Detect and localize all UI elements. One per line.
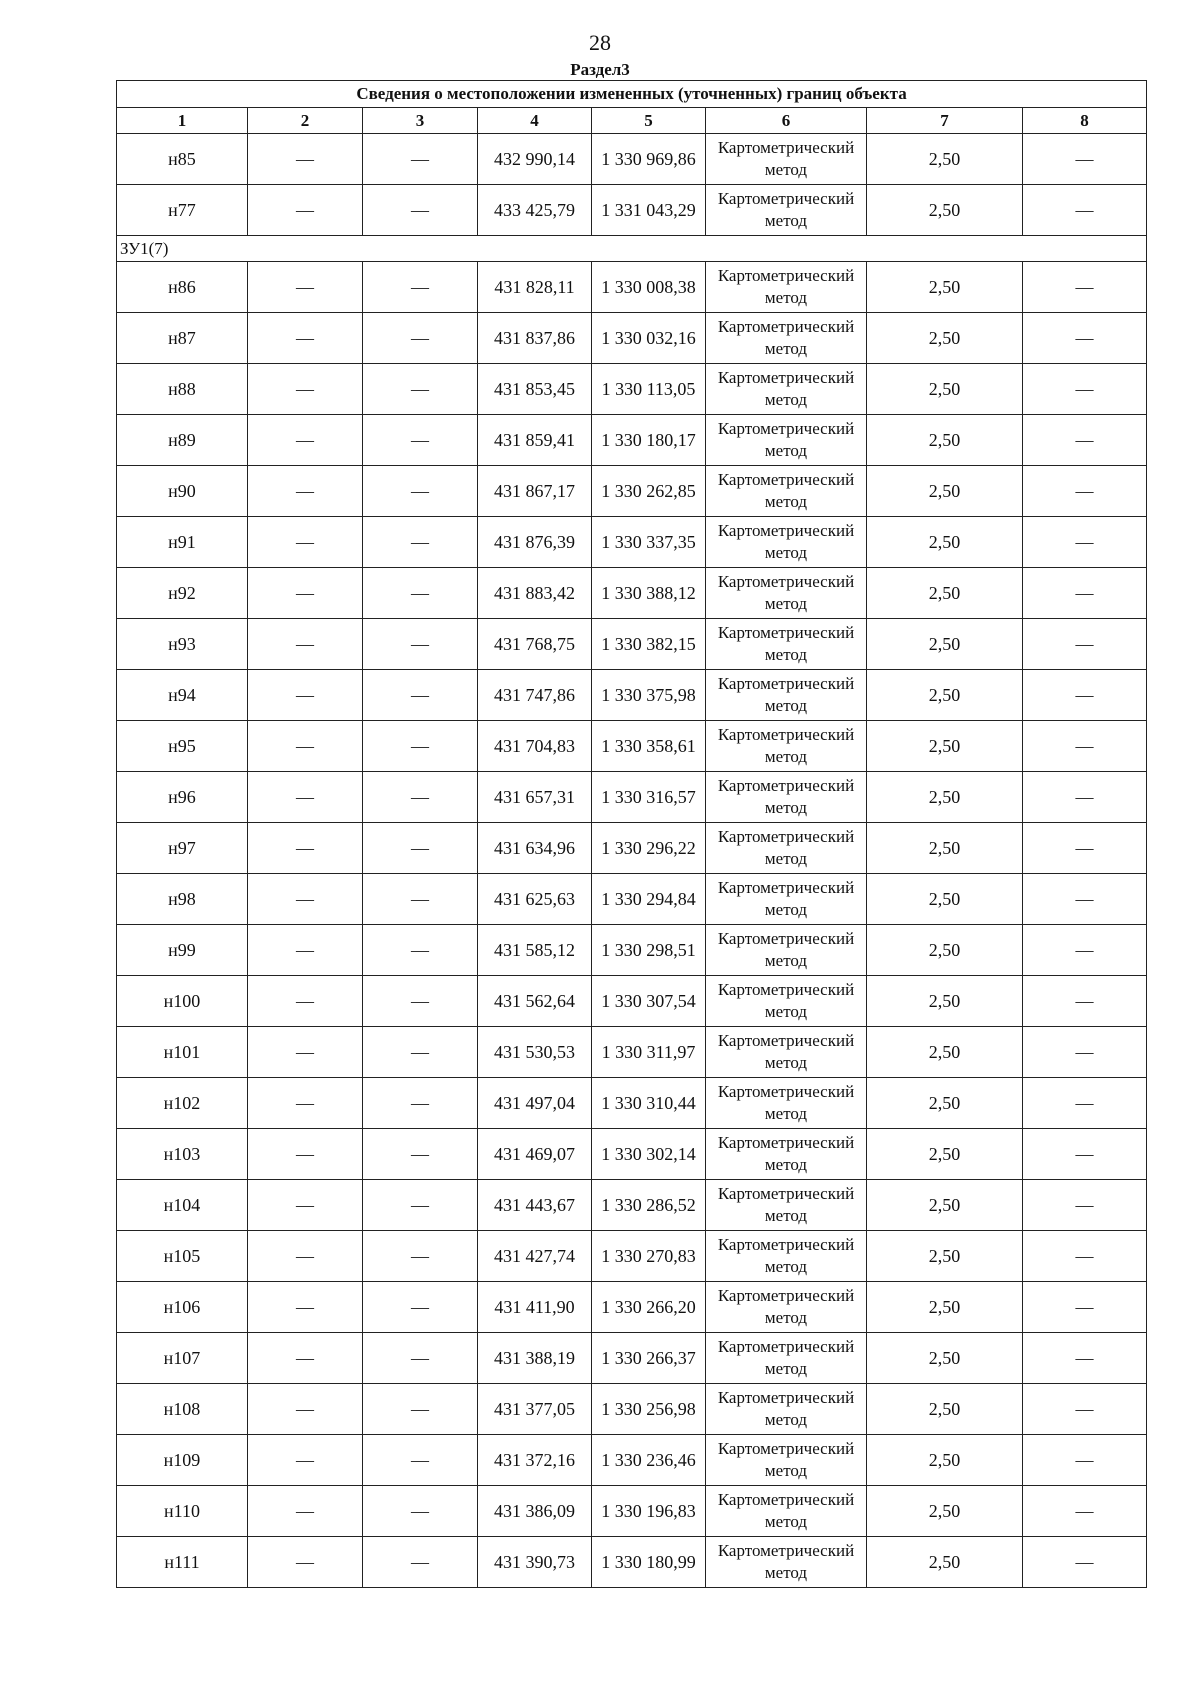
- empty-dash-cell: —: [363, 721, 478, 772]
- table-row: [117, 1027, 1147, 1078]
- x-coordinate-cell: 431 625,63: [478, 874, 592, 925]
- empty-dash-cell: —: [248, 1180, 363, 1231]
- y-coordinate-cell: 1 330 008,38: [592, 262, 706, 313]
- section-title: Раздел3: [570, 60, 630, 79]
- empty-dash-cell: —: [363, 262, 478, 313]
- table-row: [117, 1231, 1147, 1282]
- empty-dash-cell: —: [248, 670, 363, 721]
- method-cell: Картометрический метод: [706, 262, 867, 313]
- empty-dash-cell: —: [363, 1129, 478, 1180]
- table-row: [117, 313, 1147, 364]
- point-name-cell: н98: [117, 874, 248, 925]
- empty-dash-cell: —: [1023, 1078, 1147, 1129]
- empty-dash-cell: —: [363, 517, 478, 568]
- point-name-cell: н94: [117, 670, 248, 721]
- accuracy-cell: 2,50: [867, 466, 1023, 517]
- empty-dash-cell: —: [1023, 823, 1147, 874]
- empty-dash-cell: —: [363, 1435, 478, 1486]
- empty-dash-cell: —: [363, 415, 478, 466]
- y-coordinate-cell: 1 330 196,83: [592, 1486, 706, 1537]
- accuracy-cell: 2,50: [867, 568, 1023, 619]
- table-row: [117, 976, 1147, 1027]
- empty-dash-cell: —: [363, 568, 478, 619]
- x-coordinate-cell: 431 704,83: [478, 721, 592, 772]
- table-row: [117, 134, 1147, 185]
- point-name-cell: н92: [117, 568, 248, 619]
- table-row: [117, 925, 1147, 976]
- empty-dash-cell: —: [248, 1537, 363, 1588]
- point-name-cell: н87: [117, 313, 248, 364]
- y-coordinate-cell: 1 330 337,35: [592, 517, 706, 568]
- empty-dash-cell: —: [363, 1537, 478, 1588]
- column-number: 7: [867, 108, 1023, 134]
- empty-dash-cell: —: [248, 1333, 363, 1384]
- table-row: [117, 1282, 1147, 1333]
- point-name-cell: н106: [117, 1282, 248, 1333]
- empty-dash-cell: —: [363, 134, 478, 185]
- empty-dash-cell: —: [1023, 185, 1147, 236]
- point-name-cell: н109: [117, 1435, 248, 1486]
- x-coordinate-cell: 431 747,86: [478, 670, 592, 721]
- method-cell: Картометрический метод: [706, 1078, 867, 1129]
- x-coordinate-cell: 431 372,16: [478, 1435, 592, 1486]
- empty-dash-cell: —: [1023, 1537, 1147, 1588]
- empty-dash-cell: —: [363, 1384, 478, 1435]
- accuracy-cell: 2,50: [867, 415, 1023, 466]
- method-cell: Картометрический метод: [706, 313, 867, 364]
- point-name-cell: н99: [117, 925, 248, 976]
- point-name-cell: н102: [117, 1078, 248, 1129]
- accuracy-cell: 2,50: [867, 1537, 1023, 1588]
- point-name-cell: н86: [117, 262, 248, 313]
- empty-dash-cell: —: [1023, 670, 1147, 721]
- x-coordinate-cell: 431 562,64: [478, 976, 592, 1027]
- point-name-cell: н91: [117, 517, 248, 568]
- accuracy-cell: 2,50: [867, 313, 1023, 364]
- empty-dash-cell: —: [1023, 619, 1147, 670]
- empty-dash-cell: —: [1023, 466, 1147, 517]
- empty-dash-cell: —: [363, 185, 478, 236]
- accuracy-cell: 2,50: [867, 262, 1023, 313]
- table-row: [117, 1078, 1147, 1129]
- accuracy-cell: 2,50: [867, 1486, 1023, 1537]
- column-number: 3: [363, 108, 478, 134]
- x-coordinate-cell: 431 411,90: [478, 1282, 592, 1333]
- empty-dash-cell: —: [248, 1129, 363, 1180]
- empty-dash-cell: —: [248, 823, 363, 874]
- table-row: [117, 185, 1147, 236]
- y-coordinate-cell: 1 331 043,29: [592, 185, 706, 236]
- accuracy-cell: 2,50: [867, 823, 1023, 874]
- table-row: [117, 874, 1147, 925]
- empty-dash-cell: —: [1023, 568, 1147, 619]
- empty-dash-cell: —: [363, 466, 478, 517]
- y-coordinate-cell: 1 330 262,85: [592, 466, 706, 517]
- empty-dash-cell: —: [1023, 1129, 1147, 1180]
- group-label-row: [117, 236, 1147, 262]
- point-name-cell: н88: [117, 364, 248, 415]
- x-coordinate-cell: 431 876,39: [478, 517, 592, 568]
- method-cell: Картометрический метод: [706, 619, 867, 670]
- x-coordinate-cell: 431 443,67: [478, 1180, 592, 1231]
- empty-dash-cell: —: [1023, 415, 1147, 466]
- accuracy-cell: 2,50: [867, 670, 1023, 721]
- y-coordinate-cell: 1 330 388,12: [592, 568, 706, 619]
- table-row: [117, 262, 1147, 313]
- empty-dash-cell: —: [248, 1078, 363, 1129]
- table-caption-row: [117, 81, 1147, 108]
- method-cell: Картометрический метод: [706, 1333, 867, 1384]
- table-row: [117, 1129, 1147, 1180]
- accuracy-cell: 2,50: [867, 1129, 1023, 1180]
- accuracy-cell: 2,50: [867, 721, 1023, 772]
- accuracy-cell: 2,50: [867, 1435, 1023, 1486]
- method-cell: Картометрический метод: [706, 517, 867, 568]
- x-coordinate-cell: 432 990,14: [478, 134, 592, 185]
- empty-dash-cell: —: [363, 976, 478, 1027]
- accuracy-cell: 2,50: [867, 1180, 1023, 1231]
- empty-dash-cell: —: [1023, 262, 1147, 313]
- method-cell: Картометрический метод: [706, 185, 867, 236]
- table-caption: Сведения о местоположении измененных (уточненных) границ объекта: [117, 81, 1147, 108]
- accuracy-cell: 2,50: [867, 185, 1023, 236]
- empty-dash-cell: —: [363, 313, 478, 364]
- empty-dash-cell: —: [1023, 1384, 1147, 1435]
- method-cell: Картометрический метод: [706, 1129, 867, 1180]
- empty-dash-cell: —: [363, 1027, 478, 1078]
- x-coordinate-cell: 431 867,17: [478, 466, 592, 517]
- y-coordinate-cell: 1 330 358,61: [592, 721, 706, 772]
- method-cell: Картометрический метод: [706, 1435, 867, 1486]
- method-cell: Картометрический метод: [706, 1384, 867, 1435]
- y-coordinate-cell: 1 330 266,37: [592, 1333, 706, 1384]
- x-coordinate-cell: 431 768,75: [478, 619, 592, 670]
- empty-dash-cell: —: [1023, 1435, 1147, 1486]
- page-number: 28: [589, 30, 611, 55]
- point-name-cell: н89: [117, 415, 248, 466]
- table-row: [117, 772, 1147, 823]
- empty-dash-cell: —: [248, 1435, 363, 1486]
- x-coordinate-cell: 431 837,86: [478, 313, 592, 364]
- y-coordinate-cell: 1 330 032,16: [592, 313, 706, 364]
- empty-dash-cell: —: [1023, 364, 1147, 415]
- y-coordinate-cell: 1 330 286,52: [592, 1180, 706, 1231]
- point-name-cell: н100: [117, 976, 248, 1027]
- empty-dash-cell: —: [363, 1486, 478, 1537]
- point-name-cell: н101: [117, 1027, 248, 1078]
- table-row: [117, 670, 1147, 721]
- x-coordinate-cell: 431 388,19: [478, 1333, 592, 1384]
- y-coordinate-cell: 1 330 310,44: [592, 1078, 706, 1129]
- empty-dash-cell: —: [1023, 925, 1147, 976]
- empty-dash-cell: —: [248, 517, 363, 568]
- x-coordinate-cell: 431 657,31: [478, 772, 592, 823]
- empty-dash-cell: —: [248, 415, 363, 466]
- method-cell: Картометрический метод: [706, 568, 867, 619]
- method-cell: Картометрический метод: [706, 364, 867, 415]
- empty-dash-cell: —: [363, 1282, 478, 1333]
- method-cell: Картометрический метод: [706, 1537, 867, 1588]
- table-row: [117, 466, 1147, 517]
- empty-dash-cell: —: [1023, 313, 1147, 364]
- y-coordinate-cell: 1 330 311,97: [592, 1027, 706, 1078]
- point-name-cell: н105: [117, 1231, 248, 1282]
- x-coordinate-cell: 431 390,73: [478, 1537, 592, 1588]
- table-body: [117, 81, 1147, 1588]
- x-coordinate-cell: 431 634,96: [478, 823, 592, 874]
- table-row: [117, 1384, 1147, 1435]
- empty-dash-cell: —: [1023, 1333, 1147, 1384]
- empty-dash-cell: —: [363, 1180, 478, 1231]
- empty-dash-cell: —: [248, 874, 363, 925]
- empty-dash-cell: —: [248, 1231, 363, 1282]
- accuracy-cell: 2,50: [867, 1027, 1023, 1078]
- method-cell: Картометрический метод: [706, 134, 867, 185]
- accuracy-cell: 2,50: [867, 517, 1023, 568]
- method-cell: Картометрический метод: [706, 1486, 867, 1537]
- empty-dash-cell: —: [1023, 1027, 1147, 1078]
- x-coordinate-cell: 433 425,79: [478, 185, 592, 236]
- x-coordinate-cell: 431 497,04: [478, 1078, 592, 1129]
- empty-dash-cell: —: [1023, 134, 1147, 185]
- empty-dash-cell: —: [248, 1486, 363, 1537]
- empty-dash-cell: —: [363, 1231, 478, 1282]
- column-number: 1: [117, 108, 248, 134]
- method-cell: Картометрический метод: [706, 721, 867, 772]
- method-cell: Картометрический метод: [706, 925, 867, 976]
- table-row: [117, 568, 1147, 619]
- empty-dash-cell: —: [363, 823, 478, 874]
- y-coordinate-cell: 1 330 294,84: [592, 874, 706, 925]
- empty-dash-cell: —: [1023, 1231, 1147, 1282]
- empty-dash-cell: —: [363, 925, 478, 976]
- empty-dash-cell: —: [1023, 874, 1147, 925]
- point-name-cell: н110: [117, 1486, 248, 1537]
- table-row: [117, 1486, 1147, 1537]
- method-cell: Картометрический метод: [706, 772, 867, 823]
- y-coordinate-cell: 1 330 969,86: [592, 134, 706, 185]
- empty-dash-cell: —: [248, 262, 363, 313]
- point-name-cell: н95: [117, 721, 248, 772]
- empty-dash-cell: —: [248, 313, 363, 364]
- accuracy-cell: 2,50: [867, 976, 1023, 1027]
- column-number: 2: [248, 108, 363, 134]
- x-coordinate-cell: 431 530,53: [478, 1027, 592, 1078]
- empty-dash-cell: —: [248, 772, 363, 823]
- method-cell: Картометрический метод: [706, 1027, 867, 1078]
- boundary-coordinates-table: [116, 80, 1147, 1588]
- empty-dash-cell: —: [248, 1027, 363, 1078]
- empty-dash-cell: —: [1023, 517, 1147, 568]
- accuracy-cell: 2,50: [867, 1333, 1023, 1384]
- empty-dash-cell: —: [1023, 772, 1147, 823]
- method-cell: Картометрический метод: [706, 1282, 867, 1333]
- method-cell: Картометрический метод: [706, 1231, 867, 1282]
- empty-dash-cell: —: [1023, 1486, 1147, 1537]
- point-name-cell: н104: [117, 1180, 248, 1231]
- y-coordinate-cell: 1 330 375,98: [592, 670, 706, 721]
- table-row: [117, 364, 1147, 415]
- group-label: ЗУ1(7): [117, 236, 1147, 262]
- empty-dash-cell: —: [248, 619, 363, 670]
- table-row: [117, 619, 1147, 670]
- y-coordinate-cell: 1 330 302,14: [592, 1129, 706, 1180]
- empty-dash-cell: —: [1023, 721, 1147, 772]
- table-row: [117, 823, 1147, 874]
- empty-dash-cell: —: [248, 1384, 363, 1435]
- table-row: [117, 517, 1147, 568]
- method-cell: Картометрический метод: [706, 976, 867, 1027]
- empty-dash-cell: —: [363, 1078, 478, 1129]
- point-name-cell: н85: [117, 134, 248, 185]
- method-cell: Картометрический метод: [706, 466, 867, 517]
- accuracy-cell: 2,50: [867, 619, 1023, 670]
- empty-dash-cell: —: [248, 185, 363, 236]
- point-name-cell: н97: [117, 823, 248, 874]
- empty-dash-cell: —: [363, 1333, 478, 1384]
- column-numbers-row: [117, 108, 1147, 134]
- x-coordinate-cell: 431 883,42: [478, 568, 592, 619]
- x-coordinate-cell: 431 853,45: [478, 364, 592, 415]
- y-coordinate-cell: 1 330 316,57: [592, 772, 706, 823]
- y-coordinate-cell: 1 330 180,17: [592, 415, 706, 466]
- empty-dash-cell: —: [1023, 976, 1147, 1027]
- x-coordinate-cell: 431 859,41: [478, 415, 592, 466]
- method-cell: Картометрический метод: [706, 1180, 867, 1231]
- table-row: [117, 1537, 1147, 1588]
- y-coordinate-cell: 1 330 236,46: [592, 1435, 706, 1486]
- y-coordinate-cell: 1 330 266,20: [592, 1282, 706, 1333]
- point-name-cell: н90: [117, 466, 248, 517]
- accuracy-cell: 2,50: [867, 134, 1023, 185]
- empty-dash-cell: —: [248, 568, 363, 619]
- y-coordinate-cell: 1 330 113,05: [592, 364, 706, 415]
- table-row: [117, 1180, 1147, 1231]
- empty-dash-cell: —: [248, 134, 363, 185]
- y-coordinate-cell: 1 330 256,98: [592, 1384, 706, 1435]
- accuracy-cell: 2,50: [867, 1231, 1023, 1282]
- accuracy-cell: 2,50: [867, 874, 1023, 925]
- table-row: [117, 1435, 1147, 1486]
- empty-dash-cell: —: [248, 976, 363, 1027]
- y-coordinate-cell: 1 330 270,83: [592, 1231, 706, 1282]
- accuracy-cell: 2,50: [867, 1078, 1023, 1129]
- x-coordinate-cell: 431 427,74: [478, 1231, 592, 1282]
- point-name-cell: н77: [117, 185, 248, 236]
- method-cell: Картометрический метод: [706, 823, 867, 874]
- column-number: 6: [706, 108, 867, 134]
- method-cell: Картометрический метод: [706, 670, 867, 721]
- column-number: 5: [592, 108, 706, 134]
- x-coordinate-cell: 431 386,09: [478, 1486, 592, 1537]
- x-coordinate-cell: 431 828,11: [478, 262, 592, 313]
- column-number: 8: [1023, 108, 1147, 134]
- point-name-cell: н111: [117, 1537, 248, 1588]
- empty-dash-cell: —: [363, 364, 478, 415]
- empty-dash-cell: —: [248, 1282, 363, 1333]
- accuracy-cell: 2,50: [867, 364, 1023, 415]
- empty-dash-cell: —: [363, 874, 478, 925]
- y-coordinate-cell: 1 330 382,15: [592, 619, 706, 670]
- point-name-cell: н107: [117, 1333, 248, 1384]
- y-coordinate-cell: 1 330 307,54: [592, 976, 706, 1027]
- empty-dash-cell: —: [248, 364, 363, 415]
- method-cell: Картометрический метод: [706, 874, 867, 925]
- table-row: [117, 721, 1147, 772]
- empty-dash-cell: —: [248, 721, 363, 772]
- accuracy-cell: 2,50: [867, 1384, 1023, 1435]
- empty-dash-cell: —: [363, 670, 478, 721]
- x-coordinate-cell: 431 377,05: [478, 1384, 592, 1435]
- empty-dash-cell: —: [248, 466, 363, 517]
- table-row: [117, 1333, 1147, 1384]
- accuracy-cell: 2,50: [867, 925, 1023, 976]
- empty-dash-cell: —: [248, 925, 363, 976]
- empty-dash-cell: —: [363, 772, 478, 823]
- point-name-cell: н103: [117, 1129, 248, 1180]
- point-name-cell: н96: [117, 772, 248, 823]
- empty-dash-cell: —: [1023, 1180, 1147, 1231]
- x-coordinate-cell: 431 585,12: [478, 925, 592, 976]
- column-number: 4: [478, 108, 592, 134]
- empty-dash-cell: —: [1023, 1282, 1147, 1333]
- y-coordinate-cell: 1 330 180,99: [592, 1537, 706, 1588]
- point-name-cell: н93: [117, 619, 248, 670]
- x-coordinate-cell: 431 469,07: [478, 1129, 592, 1180]
- method-cell: Картометрический метод: [706, 415, 867, 466]
- y-coordinate-cell: 1 330 298,51: [592, 925, 706, 976]
- accuracy-cell: 2,50: [867, 772, 1023, 823]
- empty-dash-cell: —: [363, 619, 478, 670]
- table-row: [117, 415, 1147, 466]
- accuracy-cell: 2,50: [867, 1282, 1023, 1333]
- point-name-cell: н108: [117, 1384, 248, 1435]
- y-coordinate-cell: 1 330 296,22: [592, 823, 706, 874]
